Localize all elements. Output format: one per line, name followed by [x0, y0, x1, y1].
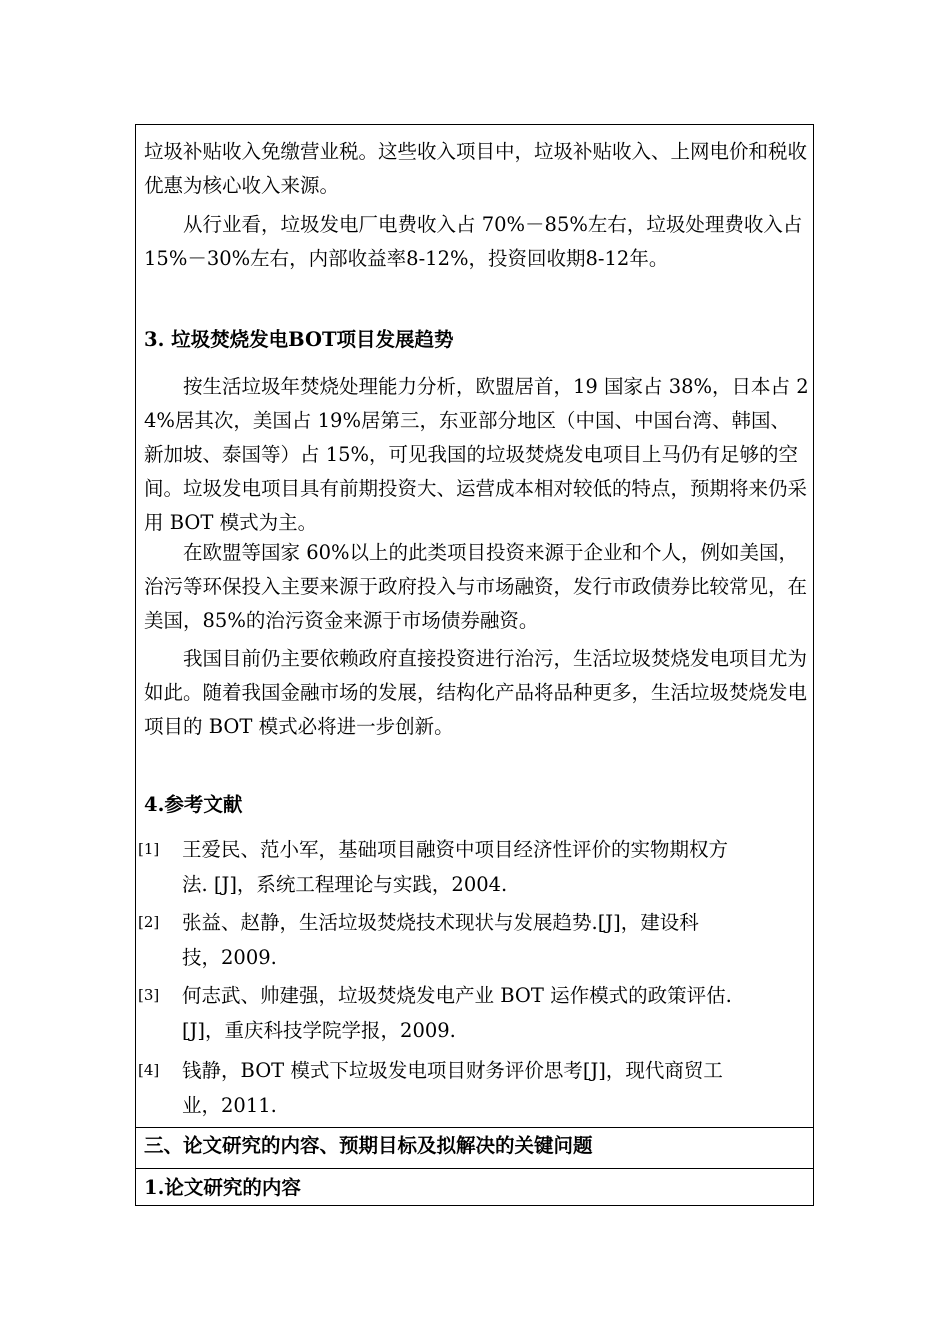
- paragraph-capacity-analysis: 按生活垃圾年焚烧处理能力分析，欧盟居首，19 国家占 38%，日本占 24%居其次，美国占 19%居第三，东亚部分地区（中国、中国台湾、韩国、新加坡、泰国等）占 15%，可见我国的垃圾焚烧发电项目上马仍有足够的空间。垃圾发电项目具有前期投资大、运营成本相对较低的特点，预期将来仍采用 BOT 模式为主。: [144, 375, 809, 534]
- reference-text-line: 何志武、帅建强，垃圾焚烧发电产业 BOT 运作模式的政策评估.: [182, 984, 732, 1007]
- reference-item: [138, 905, 806, 975]
- reference-text-line: 王爱民、范小军，基础项目融资中项目经济性评价的实物期权方: [182, 838, 729, 861]
- reference-item: [138, 832, 806, 902]
- reference-text-line: [J]，重庆科技学院学报，2009.: [182, 1019, 456, 1042]
- reference-text-line: 张益、赵静，生活垃圾焚烧技术现状与发展趋势.[J]，建设科: [182, 911, 699, 934]
- table-row-divider: [136, 1127, 813, 1128]
- reference-text-line: 技，2009.: [182, 946, 277, 969]
- reference-number: [1]: [138, 840, 160, 858]
- section-heading-references: 4.参考文献: [144, 793, 243, 816]
- table-row-divider: [136, 1168, 813, 1169]
- paragraph-china-outlook: 我国目前仍主要依赖政府直接投资进行治污，生活垃圾焚烧发电项目尤为如此。随着我国金融市场的发展，结构化产品将品种更多，生活垃圾焚烧发电项目的 BOT 模式必将进一步创新。: [144, 647, 808, 738]
- reference-text-line: 业，2011.: [182, 1094, 277, 1117]
- reference-number: [2]: [138, 913, 160, 931]
- subsection-heading: 1.论文研究的内容: [144, 1176, 301, 1199]
- reference-text-line: 法. [J]，系统工程理论与实践，2004.: [182, 873, 508, 896]
- reference-item: [138, 978, 806, 1048]
- reference-text-line: 钱静，BOT 模式下垃圾发电项目财务评价思考[J]，现代商贸工: [182, 1059, 723, 1082]
- chapter-heading: 三、论文研究的内容、预期目标及拟解决的关键问题: [144, 1134, 593, 1157]
- paragraph-subsidy-income: 垃圾补贴收入免缴营业税。这些收入项目中，垃圾补贴收入、上网电价和税收优惠为核心收入来源。: [144, 140, 808, 197]
- section-heading-trend: 3. 垃圾焚烧发电BOT项目发展趋势: [144, 328, 454, 351]
- reference-number: [3]: [138, 986, 160, 1004]
- paragraph-eu-funding: 在欧盟等国家 60%以上的此类项目投资来源于企业和个人，例如美国，治污等环保投入主要来源于政府投入与市场融资，发行市政债券比较常见，在美国，85%的治污资金来源于市场债券融资。: [144, 541, 808, 632]
- reference-item: [138, 1053, 806, 1123]
- document-table: [135, 124, 814, 1206]
- reference-number: [4]: [138, 1061, 160, 1079]
- paragraph-industry-revenue: 从行业看，垃圾发电厂电费收入占 70%－85%左右，垃圾处理费收入占15%－30%左右，内部收益率8-12%，投资回收期8-12年。: [144, 213, 803, 270]
